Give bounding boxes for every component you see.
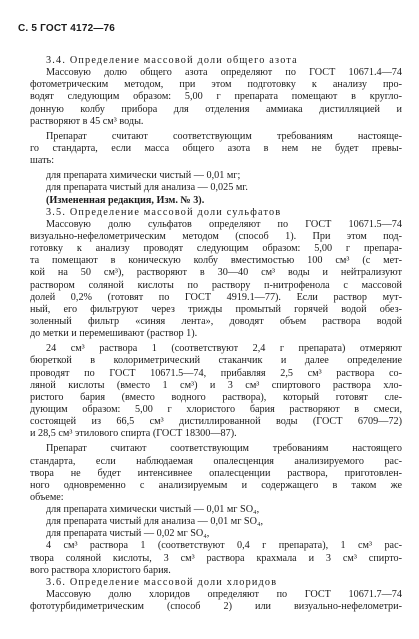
paragraph-line: Массовую долю общего азота определяют по ГОСТ 10671.4—74 xyxy=(46,67,402,79)
paragraph-line: ного одновременно с анализируемым и содержащего в таком же xyxy=(30,479,402,491)
section-heading-3-5: 3.5. Определение массовой доли сульфатов xyxy=(46,206,282,218)
paragraph-line: Массовую долю хлоридов определяют по ГОСТ 10671.7—74 xyxy=(46,589,402,601)
paragraph-line: водят следующим образом: 5,00 г препарата помещают в кругло- xyxy=(30,91,402,103)
paragraph-line: визуально-нефелометрическим методом (способ 1). При этом под- xyxy=(30,230,402,242)
paragraph-line: дующим образом: 5,00 г хлористого бария растворяют в смеси, xyxy=(30,403,402,415)
paragraph-line: твора не будет интенсивнее опалесценции раствора, приготовлен- xyxy=(30,467,402,479)
paragraph-line: Массовую долю сульфатов определяют по ГОСТ 10671.5—74 xyxy=(46,218,402,230)
paragraph-line: и 28,5 см³ этилового спирта (ГОСТ 18300—87). xyxy=(30,428,237,440)
list-item: для препарата чистый — 0,02 мг SO₄, xyxy=(46,528,210,540)
paragraph-line: бюреткой в колориметрический стаканчик и далее определение xyxy=(30,355,402,367)
paragraph-line: фотометрическим методом, при этом подготовку к анализу про- xyxy=(30,79,402,91)
paragraph-line: шать: xyxy=(30,155,55,167)
paragraph-line: 24 см³ раствора 1 (соответствуют 2,4 г препарата) отмеряют xyxy=(46,343,402,355)
document-body xyxy=(30,55,402,613)
list-item: для препарата химически чистый — 0,01 мг SO₄, xyxy=(46,504,260,516)
paragraph-line: донную колбу прибора для отделения аммиака дистилляцией и xyxy=(30,103,402,115)
list-item: для препарата чистый для анализа — 0,025 мг. xyxy=(46,182,248,194)
paragraph-line: 4 см³ раствора 1 (соответствуют 0,4 г препарата), 1 см³ рас- xyxy=(46,540,402,552)
section-heading-3-4: 3.4. Определение массовой доли общего азота xyxy=(46,55,298,66)
paragraph-line: твора соляной кислоты, 3 см³ раствора крахмала и 3 см³ спирто- xyxy=(30,552,402,564)
paragraph-line: до метки и перемешивают (раствор 1). xyxy=(30,328,198,340)
list-item: для препарата чистый для анализа — 0,01 мг SO₄, xyxy=(46,516,264,528)
paragraph-line: Препарат считают соответствующим требованиям настоящего xyxy=(46,443,402,455)
paragraph-line: ный, его фильтруют через трижды промытый горячей водой обез- xyxy=(30,303,402,315)
paragraph-line: долей 0,2% (готовят по ГОСТ 4919.1—77). Если раствор мут- xyxy=(30,291,402,303)
paragraph-line: кой на 50 см³), растворяют в 30—40 см³ воды и нейтрализуют xyxy=(30,267,402,279)
paragraph-line: растворяют в 45 см³ воды. xyxy=(30,115,144,127)
paragraph-line: состоящей из 66,5 см³ дистиллированной воды (ГОСТ 6709—72) xyxy=(30,416,402,428)
paragraph-line: Препарат считают соответствующим требованиям настояще- xyxy=(46,130,402,142)
amendment-note: (Измененная редакция, Изм. № 3). xyxy=(46,194,205,206)
paragraph-line: раствором соляной кислоты по раствору п-нитрофенола с массовой xyxy=(30,279,402,291)
paragraph-line: готовку к анализу проводят следующим образом: 5,00 г препара- xyxy=(30,243,402,255)
paragraph-line: проводят по ГОСТ 10671.5—74, прибавляя 2,5 см³ раствора со- xyxy=(30,367,402,379)
list-item: для препарата химически чистый — 0,01 мг; xyxy=(46,170,241,182)
paragraph-line: фототурбидиметрическим (способ 2) или визуально-нефелометри- xyxy=(30,601,402,613)
paragraph-line: стандарта, если наблюдаемая опалесценция анализируемого рас- xyxy=(30,455,402,467)
section-heading-3-6: 3.6. Определение массовой доли хлоридов xyxy=(46,576,278,588)
paragraph-line: ляной кислоты (вместо 1 см³) и 3 см³ спиртового раствора хло- xyxy=(30,379,402,391)
paragraph-line: вого раствора хлористого бария. xyxy=(30,564,171,576)
paragraph-line: золенный фильтр «синяя лента», доводят объем раствора водой xyxy=(30,315,402,327)
page-header: С. 5 ГОСТ 4172—76 xyxy=(18,23,116,34)
paragraph-line: объеме: xyxy=(30,491,64,503)
paragraph-line: та помещают в коническую колбу вместимостью 100 см³ (с мет- xyxy=(30,255,402,267)
paragraph-line: го стандарта, если масса общего азота в нем не будет превы- xyxy=(30,142,402,154)
paragraph-line: ристого бария (вместо водного раствора), который готовят сле- xyxy=(30,391,402,403)
